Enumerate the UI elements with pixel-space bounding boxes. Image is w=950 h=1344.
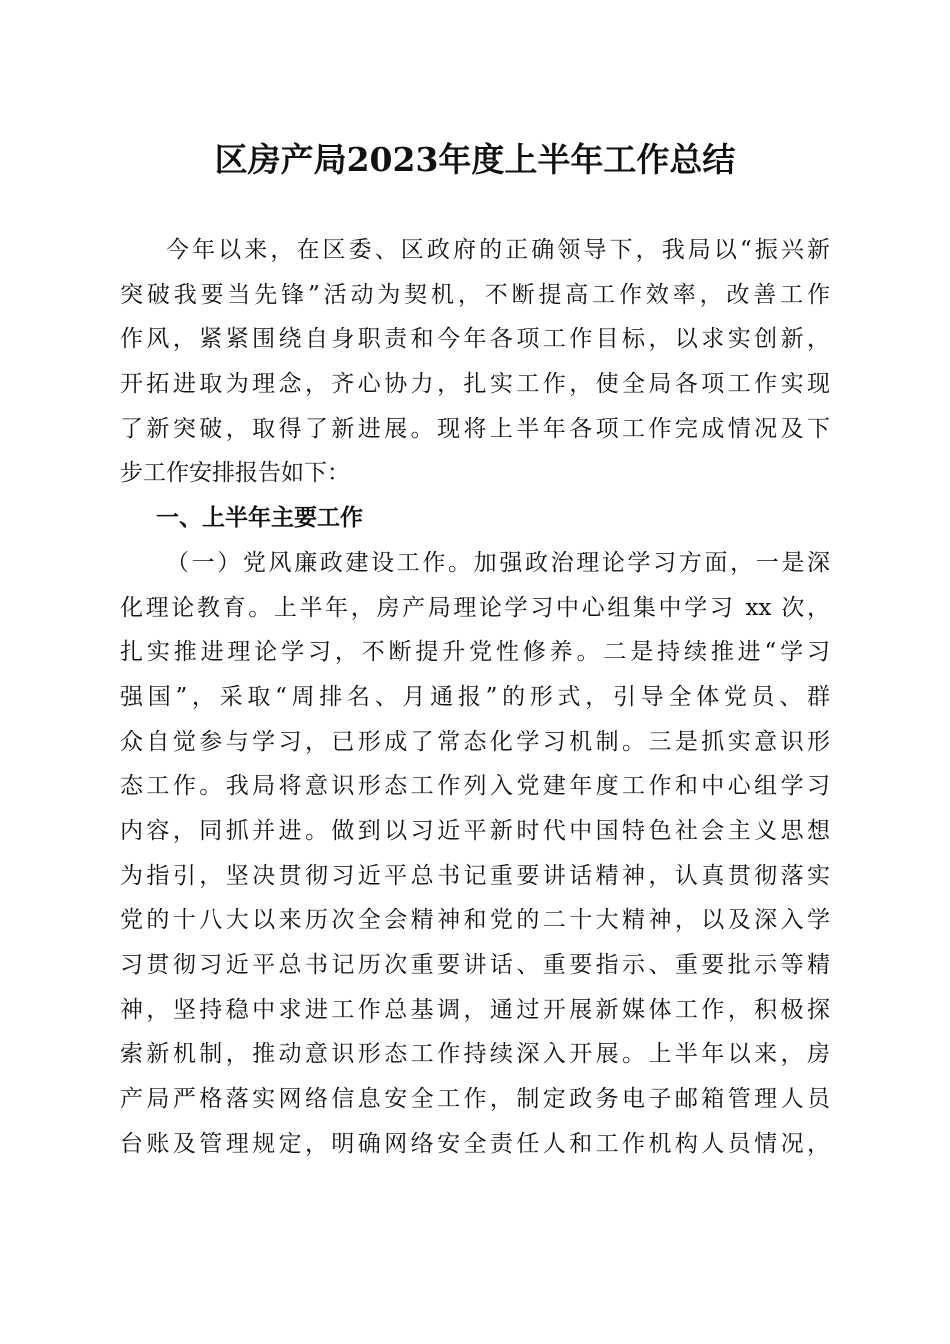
text-line: 今年以来，在区委、区政府的正确领导下，我局以“振兴新: [166, 237, 830, 263]
text-line: 态工作。我局将意识形态工作列入党建年度工作和中心组学习: [120, 773, 830, 800]
intro-paragraph: [120, 228, 830, 496]
section-heading: [120, 496, 830, 541]
text-line: 开拓进取为理念，齐心协力，扎实工作，使全局各项工作实现: [120, 371, 830, 398]
text-line: 内容，同抓并进。做到以习近平新时代中国特色社会主义思想: [120, 817, 830, 844]
party-conduct-paragraph: [120, 541, 830, 1167]
text-line: 神，坚持稳中求进工作总基调，通过开展新媒体工作，积极探: [120, 996, 830, 1023]
text-line: 为指引，坚决贯彻习近平总书记重要讲话精神，认真贯彻落实: [120, 862, 830, 889]
section-heading-text: 一、上半年主要工作: [156, 505, 363, 532]
document-title: 区房产局2023年度上半年工作总结: [214, 140, 736, 179]
text-line: 台账及管理规定，明确网络安全责任人和工作机构人员情况，: [120, 1130, 830, 1157]
text-line: 了新突破，取得了新进展。现将上半年各项工作完成情况及下: [120, 415, 830, 442]
text-line: 索新机制，推动意识形态工作持续深入开展。上半年以来，房: [120, 1041, 830, 1068]
text-line: 产局严格落实网络信息安全工作，制定政务电子邮箱管理人员: [120, 1086, 830, 1113]
text-line: 步工作安排报告如下：: [120, 460, 350, 487]
text-line: 党的十八大以来历次全会精神和党的二十大精神，以及深入学: [120, 907, 830, 934]
text-line: 习贯彻习近平总书记历次重要讲话、重要指示、重要批示等精: [120, 952, 830, 978]
text-line: 强国”，采取“周排名、月通报”的形式，引导全体党员、群: [120, 683, 830, 710]
text-line: 扎实推进理论学习，不断提升党性修养。二是持续推进“学习: [120, 639, 830, 666]
text-line: 作风，紧紧围绕自身职责和今年各项工作目标，以求实创新，: [120, 326, 830, 353]
text-line: 突破我要当先锋”活动为契机，不断提高工作效率，改善工作: [120, 281, 830, 308]
document-body: [120, 228, 830, 1166]
text-line: 化理论教育。上半年，房产局理论学习中心组集中学习 xx 次，: [120, 594, 830, 621]
text-line: （一）党风廉政建设工作。加强政治理论学习方面，一是深: [166, 549, 830, 576]
text-line: 众自觉参与学习，已形成了常态化学习机制。三是抓实意识形: [120, 728, 830, 755]
